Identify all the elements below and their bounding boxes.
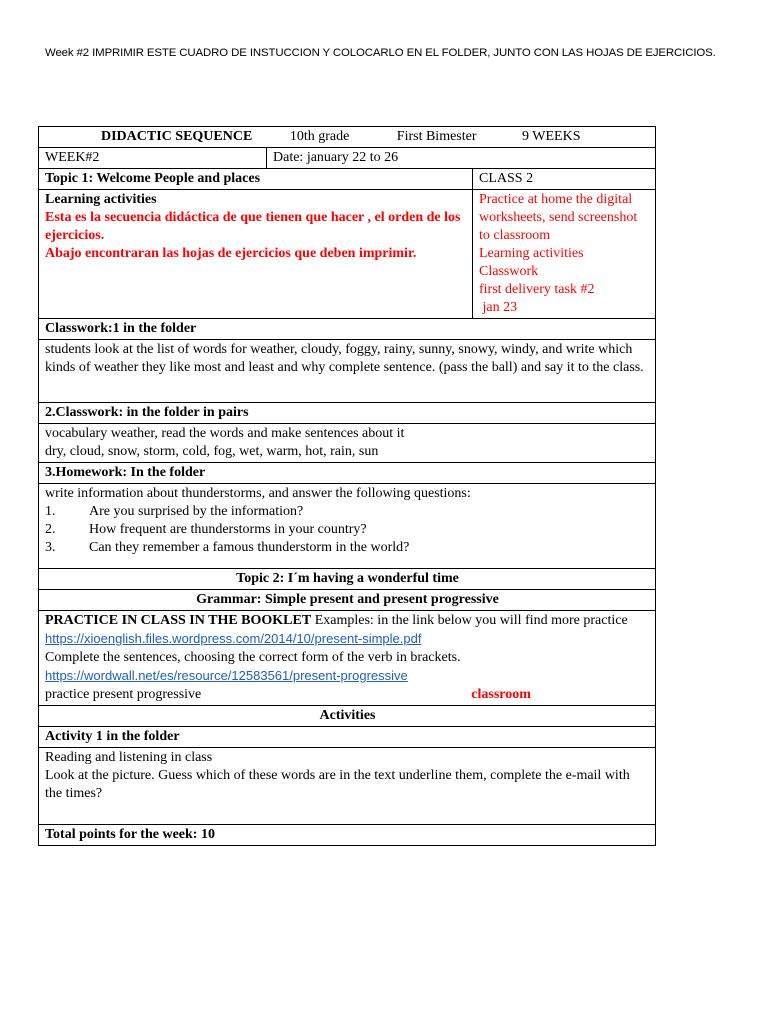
weeks-label: 9 WEEKS	[522, 129, 581, 144]
total-row	[39, 825, 656, 846]
activity1-heading: Activity 1 in the folder	[39, 727, 656, 748]
present-progressive-link[interactable]: https://wordwall.net/es/resource/12583561/present-progressive	[45, 668, 408, 683]
activity1-line: Look at the picture. Guess which of these words are in the text underline them, complete the e-mail with the times?	[45, 768, 630, 801]
practice-notes-cell	[473, 190, 656, 319]
question-item	[45, 503, 650, 521]
classwork2-body	[39, 424, 656, 463]
homework-heading-row	[39, 463, 656, 484]
topic1-row	[39, 169, 656, 190]
practice-bold-lead: PRACTICE IN CLASS IN THE BOOKLET	[45, 613, 312, 628]
question-number: 2.	[45, 522, 56, 537]
activities-heading-row	[39, 706, 656, 727]
activities-heading: Activities	[39, 706, 656, 727]
activity1-body	[39, 748, 656, 825]
question-item	[45, 539, 650, 557]
question-number: 3.	[45, 540, 56, 555]
topic1-heading: Topic 1: Welcome People and places	[39, 169, 473, 190]
question-item	[45, 521, 650, 539]
sequence-title: DIDACTIC SEQUENCE	[101, 129, 253, 144]
title-row	[39, 127, 656, 148]
classwork1-heading-row	[39, 319, 656, 340]
homework-heading: 3.Homework: In the folder	[39, 463, 656, 484]
classwork2-body-row	[39, 424, 656, 463]
question-text: How frequent are thunderstorms in your country?	[89, 522, 367, 537]
homework-body-row	[39, 484, 656, 569]
learning-activities-cell	[39, 190, 473, 319]
week-row	[39, 148, 656, 169]
practice-note: jan 23	[479, 300, 518, 315]
practice-text: Examples: in the link below you will find more practice	[311, 613, 628, 628]
date-cell: Date: january 22 to 26	[267, 148, 656, 169]
learning-red-text-2: Abajo encontraran las hojas de ejercicios que deben imprimir.	[45, 246, 417, 261]
learning-red-text-1: Esta es la secuencia didáctica de que tienen que hacer , el orden de los ejercicios.	[45, 210, 461, 243]
homework-body	[39, 484, 656, 569]
question-number: 1.	[45, 504, 56, 519]
practice-note: Practice at home the digital worksheets, send screenshot to classroom	[479, 192, 638, 243]
classwork2-heading-row	[39, 403, 656, 424]
classwork1-body: students look at the list of words for weather, cloudy, foggy, rainy, sunny, snowy, windy, and write which kinds of weather they like most and least and why complete sentence. (pass the ball) and say it to the class.	[39, 340, 656, 403]
activity1-body-row	[39, 748, 656, 825]
bimester-label: First Bimester	[396, 129, 477, 144]
question-text: Are you surprised by the information?	[89, 504, 304, 519]
activity1-line: Reading and listening in class	[45, 750, 213, 765]
classwork1-body-row	[39, 340, 656, 403]
topic2-row	[39, 569, 656, 590]
grammar-row	[39, 590, 656, 611]
practice-note: first delivery task #2	[479, 282, 595, 297]
complete-sentences-text: Complete the sentences, choosing the correct form of the verb in brackets.	[45, 650, 461, 665]
week-cell: WEEK#2	[39, 148, 267, 169]
homework-intro: write information about thunderstorms, and answer the following questions:	[45, 486, 471, 501]
classwork1-heading: Classwork:1 in the folder	[39, 319, 656, 340]
progressive-line	[45, 686, 650, 704]
class-label: CLASS 2	[473, 169, 656, 190]
learning-row	[39, 190, 656, 319]
learning-heading: Learning activities	[45, 192, 157, 207]
activity1-heading-row	[39, 727, 656, 748]
practice-note: Learning activities	[479, 246, 584, 261]
grade-label: 10th grade	[289, 129, 350, 144]
classroom-label: classroom	[471, 687, 531, 702]
question-text: Can they remember a famous thunderstorm in the world?	[89, 540, 410, 555]
practice-intro	[45, 612, 650, 649]
classwork2-line: vocabulary weather, read the words and make sentences about it	[45, 426, 405, 441]
page-header-instruction: Week #2 IMPRIMIR ESTE CUADRO DE INSTUCCION Y COLOCARLO EN EL FOLDER, JUNTO CON LAS HOJAS DE EJERCICIOS.	[45, 47, 716, 59]
practice-cell	[39, 611, 656, 706]
classwork2-line: dry, cloud, snow, storm, cold, fog, wet, warm, hot, rain, sun	[45, 444, 379, 459]
progressive-text: practice present progressive	[45, 687, 202, 702]
present-simple-link[interactable]: https://xioenglish.files.wordpress.com/2014/10/present-simple.pdf	[45, 631, 422, 646]
total-points: Total points for the week: 10	[39, 825, 656, 846]
classwork2-heading: 2.Classwork: in the folder in pairs	[39, 403, 656, 424]
practice-note: Classwork	[479, 264, 539, 279]
grammar-heading: Grammar: Simple present and present progressive	[39, 590, 656, 611]
practice-row	[39, 611, 656, 706]
didactic-sequence-table	[38, 126, 656, 846]
topic2-heading: Topic 2: I´m having a wonderful time	[39, 569, 656, 590]
